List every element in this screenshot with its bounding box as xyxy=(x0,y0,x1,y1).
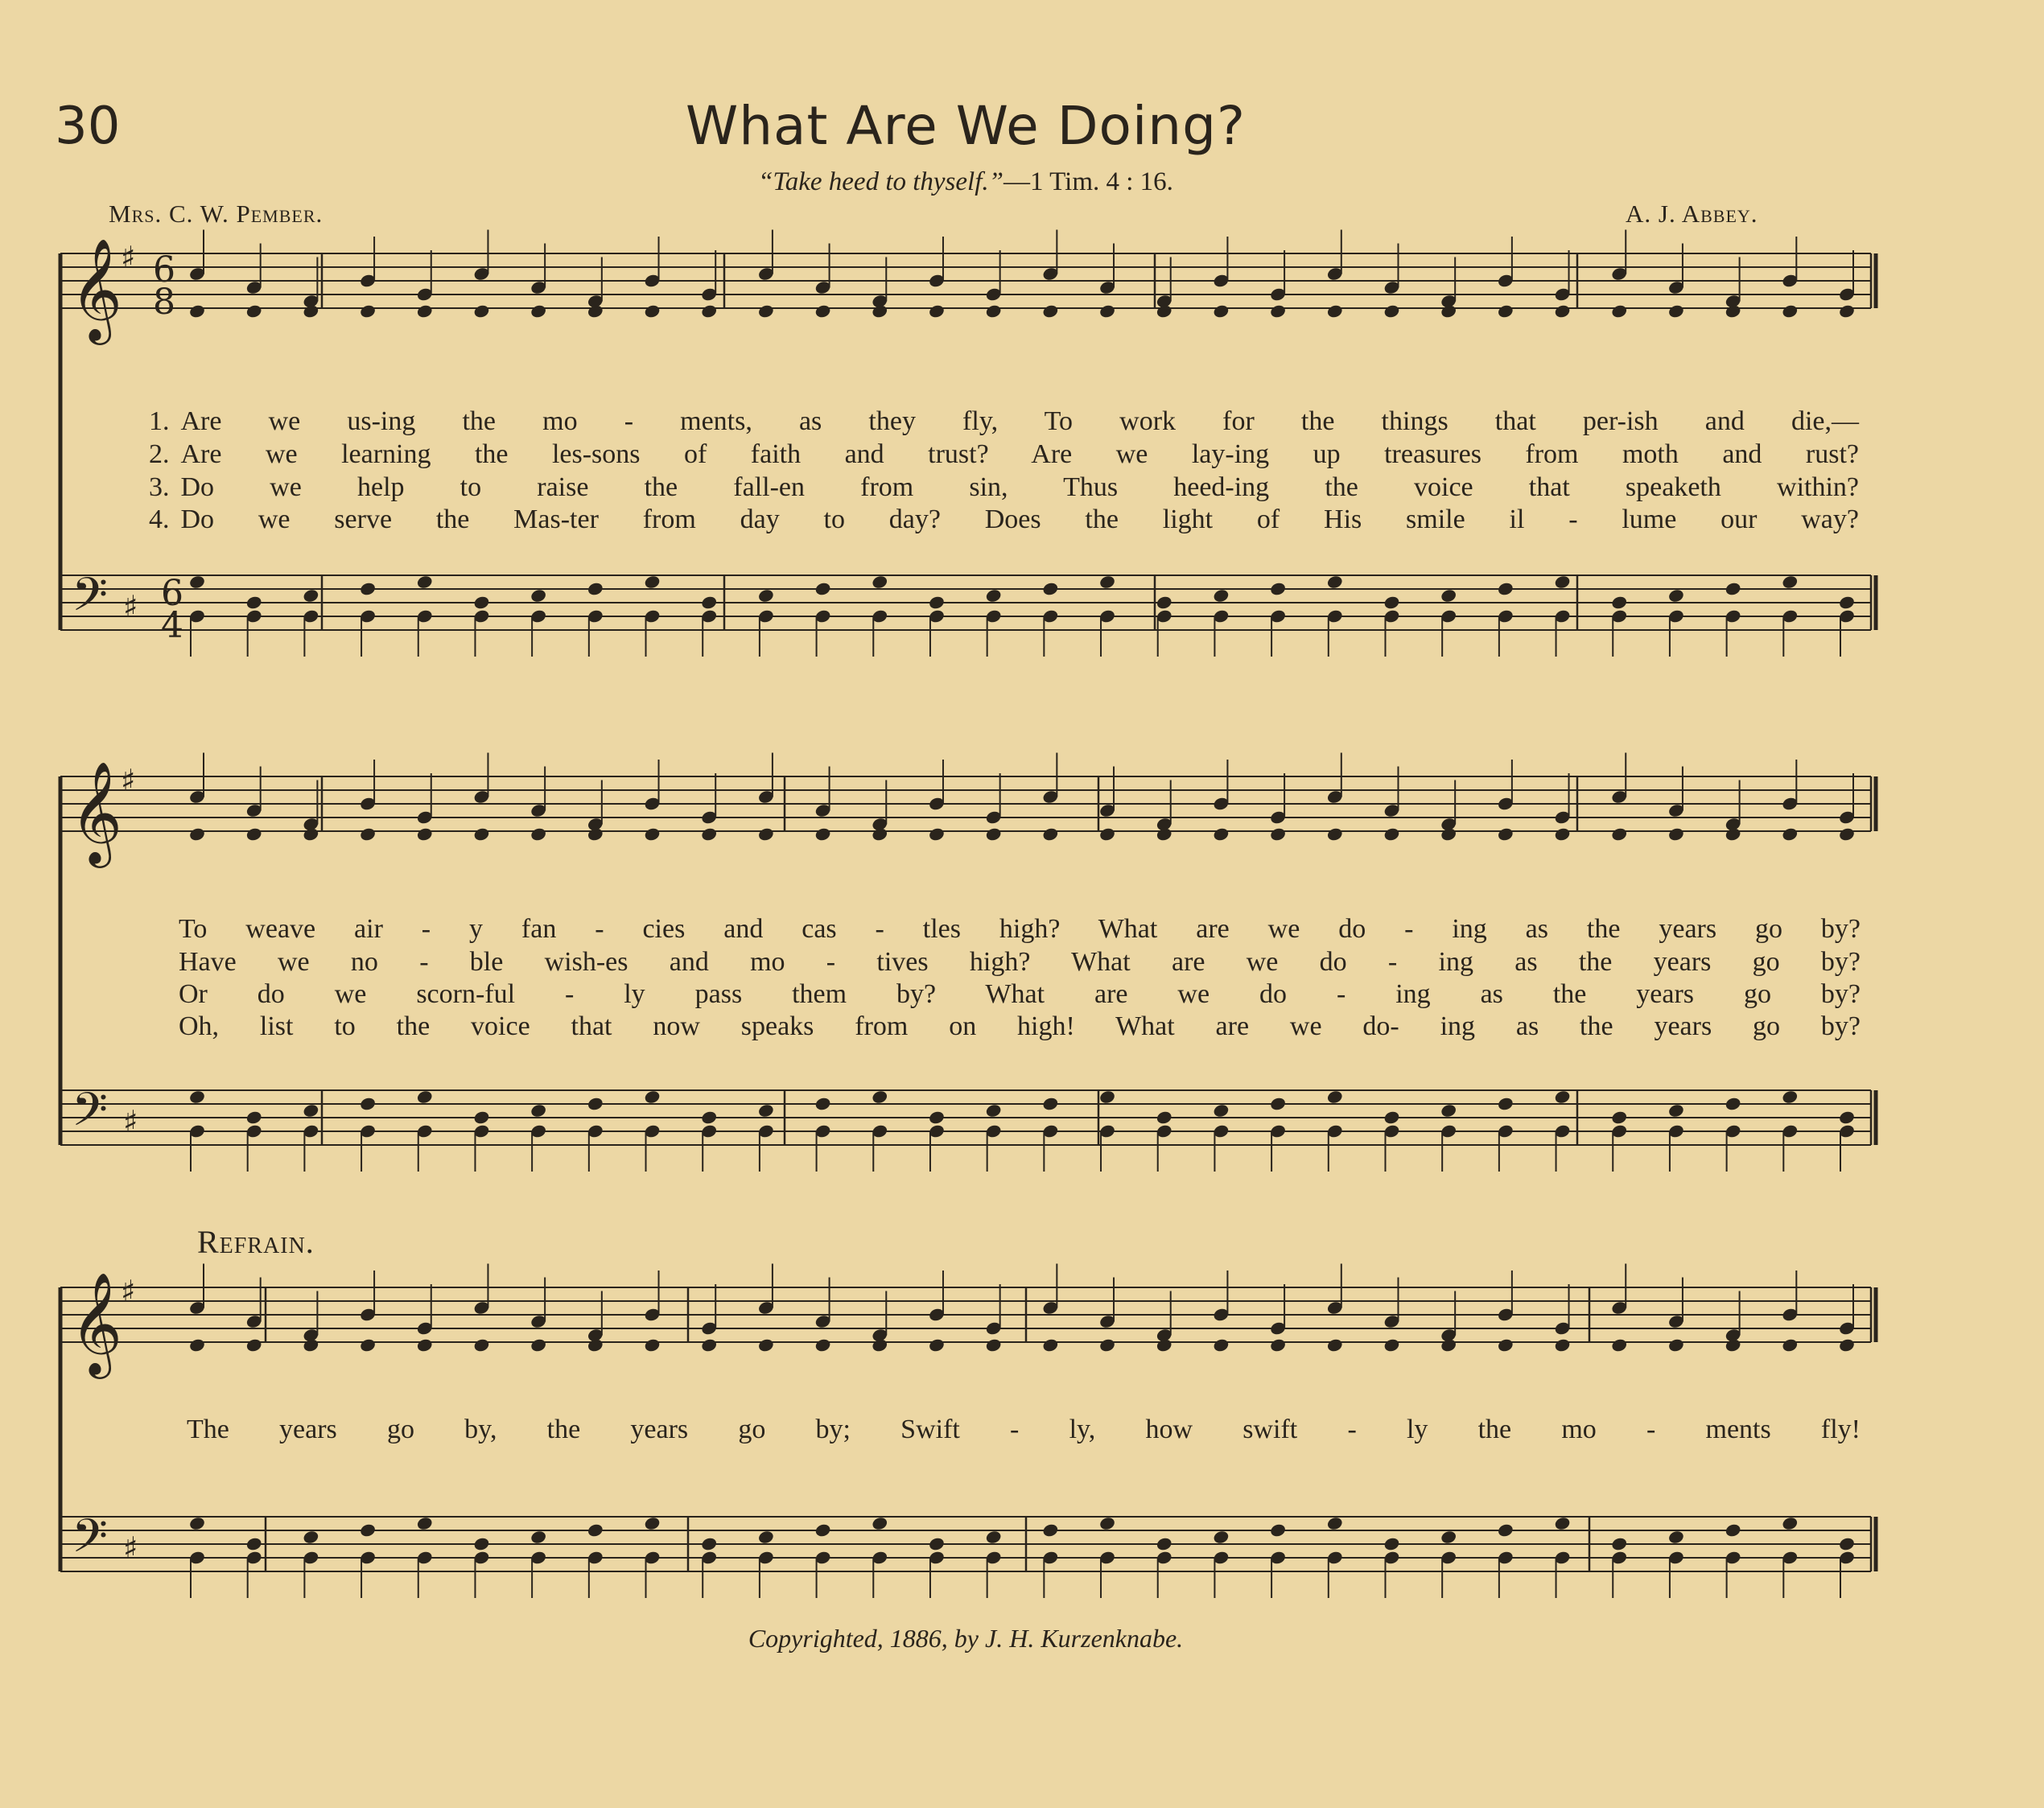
tenor-note-head xyxy=(985,588,1003,603)
alto-note-head xyxy=(757,303,775,319)
alto-note-head xyxy=(1440,1337,1457,1353)
treble-clef-icon: 𝄞 xyxy=(70,237,123,340)
bass-time-signature: 6 xyxy=(161,573,183,614)
tenor-note-head xyxy=(188,1516,206,1531)
alto-note-head xyxy=(985,303,1003,319)
verse-text: Or do we scorn-ful - ly pass them by? What are we do - ing as the years go by? xyxy=(179,979,1861,1009)
alto-note-head xyxy=(587,1337,604,1353)
verse-text: Do we help to raise the fall-en from sin, Thus heed-ing the voice that speaketh within? xyxy=(180,472,1859,502)
tenor-note-head xyxy=(416,575,434,590)
tenor-note-head xyxy=(1440,588,1457,603)
tenor-note-head xyxy=(1156,1536,1173,1551)
tenor-note-head xyxy=(1213,1530,1230,1545)
alto-note-head xyxy=(416,303,434,319)
alto-note-head xyxy=(1213,303,1230,319)
alto-note-head xyxy=(814,303,832,319)
tenor-note-head xyxy=(1554,1089,1572,1105)
alto-note-head xyxy=(1440,303,1457,319)
tenor-note-head xyxy=(814,1096,832,1111)
alto-note-head xyxy=(1098,1337,1116,1353)
alto-note-head xyxy=(1554,303,1572,319)
tenor-note-head xyxy=(245,1536,263,1551)
tenor-note-head xyxy=(871,1089,888,1105)
alto-note-head xyxy=(1041,1337,1059,1353)
verse-line-3 xyxy=(149,472,1859,503)
alto-note-head xyxy=(530,826,547,842)
alto-note-head xyxy=(700,303,718,319)
alto-note-head xyxy=(1725,1337,1742,1353)
alto-note-head xyxy=(245,826,263,842)
scripture-quote: “Take heed to thyself.” xyxy=(758,167,1003,196)
alto-note-head xyxy=(1326,303,1344,319)
tenor-note-head xyxy=(473,1536,491,1551)
tenor-note-head xyxy=(700,1110,718,1125)
tenor-note-head xyxy=(1667,1103,1685,1118)
alto-note-head xyxy=(1326,826,1344,842)
key-signature-sharp: ♯ xyxy=(123,1530,138,1566)
alto-note-head xyxy=(700,1337,718,1353)
tenor-note-head xyxy=(587,1096,604,1111)
tenor-note-head xyxy=(416,1516,434,1531)
alto-note-head xyxy=(1838,826,1856,842)
tenor-note-head xyxy=(359,1096,377,1111)
bass-clef-icon: 𝄢 xyxy=(72,567,109,633)
alto-note-head xyxy=(1383,303,1401,319)
scripture-citation: —1 Tim. 4 : 16. xyxy=(1003,167,1173,196)
verse-number: 2. xyxy=(149,439,170,469)
alto-note-head xyxy=(1725,303,1742,319)
alto-note-head xyxy=(928,826,946,842)
tenor-note-head xyxy=(1383,1536,1401,1551)
alto-note-head xyxy=(1156,1337,1173,1353)
tenor-note-head xyxy=(700,1536,718,1551)
tenor-note-head xyxy=(530,1103,547,1118)
alto-note-head xyxy=(1098,303,1116,319)
verse-line-4 xyxy=(149,505,1859,535)
bass-clef-icon: 𝄢 xyxy=(72,1509,109,1575)
alto-note-head xyxy=(1213,826,1230,842)
treble-clef-icon: 𝄞 xyxy=(70,760,123,863)
verse-text: To weave air - y fan - cies and cas - tles high? What are we do - ing as the years go by? xyxy=(179,914,1861,944)
tenor-note-head xyxy=(1098,575,1116,590)
verse-number: 4. xyxy=(149,505,170,534)
tenor-note-head xyxy=(1497,581,1514,596)
tenor-note-head xyxy=(1838,1110,1856,1125)
tenor-note-head xyxy=(245,1110,263,1125)
tenor-note-head xyxy=(1383,595,1401,610)
tenor-note-head xyxy=(814,1522,832,1538)
alto-note-head xyxy=(188,303,206,319)
verse-text: Oh, list to the voice that now speaks from on high! What are we do- ing as the years go by? xyxy=(179,1011,1861,1041)
lyricist-credit: Mrs. C. W. Pember. xyxy=(109,200,323,228)
verse-text: Do we serve the Mas-ter from day to day? Does the light of His smile il - lume our way? xyxy=(180,505,1859,534)
tenor-note-head xyxy=(245,595,263,610)
alto-note-head xyxy=(1326,1337,1344,1353)
tenor-note-head xyxy=(1725,1522,1742,1538)
tenor-note-head xyxy=(928,1536,946,1551)
hymn-title: What Are We Doing? xyxy=(685,95,1247,157)
tenor-note-head xyxy=(1838,595,1856,610)
tenor-note-head xyxy=(1497,1522,1514,1538)
tenor-note-head xyxy=(587,1522,604,1538)
tenor-note-head xyxy=(188,575,206,590)
tenor-note-head xyxy=(1156,1110,1173,1125)
alto-note-head xyxy=(1383,1337,1401,1353)
verse-line-3 xyxy=(179,979,1861,1010)
tenor-note-head xyxy=(1269,1096,1287,1111)
key-signature-sharp: ♯ xyxy=(121,240,136,275)
key-signature-sharp: ♯ xyxy=(123,589,138,624)
tenor-note-head xyxy=(1269,1522,1287,1538)
tenor-note-head xyxy=(473,595,491,610)
alto-note-head xyxy=(1725,826,1742,842)
alto-note-head xyxy=(757,826,775,842)
tenor-note-head xyxy=(1497,1096,1514,1111)
alto-note-head xyxy=(985,826,1003,842)
alto-note-head xyxy=(1781,303,1799,319)
alto-note-head xyxy=(928,303,946,319)
alto-note-head xyxy=(359,303,377,319)
alto-note-head xyxy=(814,826,832,842)
tenor-note-head xyxy=(757,1103,775,1118)
alto-note-head xyxy=(1838,303,1856,319)
tenor-note-head xyxy=(1041,581,1059,596)
tenor-note-head xyxy=(1213,588,1230,603)
tenor-note-head xyxy=(303,1530,320,1545)
tenor-note-head xyxy=(1725,581,1742,596)
tenor-note-head xyxy=(1554,575,1572,590)
tenor-note-head xyxy=(416,1089,434,1105)
verse-number: 1. xyxy=(149,406,170,436)
treble-time-signature: 6 xyxy=(153,249,175,290)
alto-note-head xyxy=(303,303,320,319)
composer-credit: A. J. Abbey. xyxy=(1626,200,1758,228)
alto-note-head xyxy=(700,826,718,842)
alto-note-head xyxy=(359,1337,377,1353)
alto-note-head xyxy=(530,303,547,319)
alto-note-head xyxy=(1610,826,1628,842)
alto-note-head xyxy=(245,1337,263,1353)
verse-line-1 xyxy=(179,914,1861,945)
tenor-note-head xyxy=(1213,1103,1230,1118)
tenor-note-head xyxy=(700,595,718,610)
tenor-note-head xyxy=(757,588,775,603)
alto-note-head xyxy=(359,826,377,842)
tenor-note-head xyxy=(757,1530,775,1545)
tenor-note-head xyxy=(1098,1089,1116,1105)
alto-note-head xyxy=(1667,303,1685,319)
tenor-note-head xyxy=(985,1530,1003,1545)
alto-note-head xyxy=(473,1337,491,1353)
tenor-note-head xyxy=(1838,1536,1856,1551)
tenor-note-head xyxy=(530,1530,547,1545)
tenor-note-head xyxy=(644,575,661,590)
alto-note-head xyxy=(1041,826,1059,842)
alto-note-head xyxy=(1440,826,1457,842)
tenor-note-head xyxy=(303,588,320,603)
tenor-note-head xyxy=(1383,1110,1401,1125)
alto-note-head xyxy=(245,303,263,319)
alto-note-head xyxy=(303,826,320,842)
alto-note-head xyxy=(1269,1337,1287,1353)
alto-note-head xyxy=(1497,1337,1514,1353)
alto-note-head xyxy=(416,826,434,842)
alto-note-head xyxy=(1667,826,1685,842)
alto-note-head xyxy=(985,1337,1003,1353)
alto-note-head xyxy=(1098,826,1116,842)
tenor-note-head xyxy=(644,1516,661,1531)
treble-time-signature: 8 xyxy=(153,282,175,323)
verse-text: Are we us-ing the mo - ments, as they fly, To work for the things that per-ish and die,— xyxy=(180,406,1859,436)
alto-note-head xyxy=(644,826,661,842)
key-signature-sharp: ♯ xyxy=(123,1104,138,1139)
tenor-note-head xyxy=(587,581,604,596)
bass-time-signature: 4 xyxy=(161,605,183,646)
verse-number: 3. xyxy=(149,472,170,502)
page-number: 30 xyxy=(55,97,121,156)
bass-clef-icon: 𝄢 xyxy=(72,1082,109,1148)
verse-line-4 xyxy=(179,1011,1861,1042)
tenor-note-head xyxy=(814,581,832,596)
alto-note-head xyxy=(1781,826,1799,842)
alto-note-head xyxy=(587,303,604,319)
tenor-note-head xyxy=(928,595,946,610)
tenor-note-head xyxy=(303,1103,320,1118)
tenor-note-head xyxy=(530,588,547,603)
tenor-note-head xyxy=(928,1110,946,1125)
treble-clef-icon: 𝄞 xyxy=(70,1271,123,1374)
tenor-note-head xyxy=(1667,588,1685,603)
refrain-lyrics xyxy=(187,1415,1861,1445)
alto-note-head xyxy=(587,826,604,842)
alto-note-head xyxy=(1213,1337,1230,1353)
tenor-note-head xyxy=(1610,1110,1628,1125)
alto-note-head xyxy=(1497,303,1514,319)
alto-note-head xyxy=(1269,303,1287,319)
tenor-note-head xyxy=(1269,581,1287,596)
verse-line-2 xyxy=(179,947,1861,978)
tenor-note-head xyxy=(1781,575,1799,590)
refrain-text: The years go by, the years go by; Swift - ly, how swift - ly the mo - ments fly! xyxy=(187,1415,1861,1444)
copyright-notice: Copyrighted, 1886, by J. H. Kurzenknabe. xyxy=(748,1624,1184,1653)
alto-note-head xyxy=(1667,1337,1685,1353)
alto-note-head xyxy=(757,1337,775,1353)
tenor-note-head xyxy=(188,1089,206,1105)
tenor-note-head xyxy=(985,1103,1003,1118)
alto-note-head xyxy=(188,1337,206,1353)
tenor-note-head xyxy=(1725,1096,1742,1111)
alto-note-head xyxy=(530,1337,547,1353)
key-signature-sharp: ♯ xyxy=(121,763,136,798)
tenor-note-head xyxy=(359,581,377,596)
tenor-note-head xyxy=(473,1110,491,1125)
alto-note-head xyxy=(1610,1337,1628,1353)
alto-note-head xyxy=(871,1337,888,1353)
alto-note-head xyxy=(1554,1337,1572,1353)
alto-note-head xyxy=(303,1337,320,1353)
tenor-note-head xyxy=(1554,1516,1572,1531)
alto-note-head xyxy=(1610,303,1628,319)
alto-note-head xyxy=(1383,826,1401,842)
alto-note-head xyxy=(1497,826,1514,842)
tenor-note-head xyxy=(1041,1522,1059,1538)
tenor-note-head xyxy=(1041,1096,1059,1111)
alto-note-head xyxy=(1269,826,1287,842)
tenor-note-head xyxy=(1098,1516,1116,1531)
alto-note-head xyxy=(1156,303,1173,319)
alto-note-head xyxy=(1781,1337,1799,1353)
tenor-note-head xyxy=(871,1516,888,1531)
verse-text: Are we learning the les-sons of faith and trust? Are we lay-ing up treasures from moth and rust? xyxy=(180,439,1859,469)
tenor-note-head xyxy=(359,1522,377,1538)
tenor-note-head xyxy=(1610,595,1628,610)
alto-note-head xyxy=(1156,826,1173,842)
alto-note-head xyxy=(871,303,888,319)
verse-text: Have we no - ble wish-es and mo - tives high? What are we do - ing as the years go by? xyxy=(179,947,1861,977)
alto-note-head xyxy=(473,303,491,319)
tenor-note-head xyxy=(1326,1089,1344,1105)
key-signature-sharp: ♯ xyxy=(121,1274,136,1309)
tenor-note-head xyxy=(1156,595,1173,610)
tenor-note-head xyxy=(1326,1516,1344,1531)
alto-note-head xyxy=(416,1337,434,1353)
alto-note-head xyxy=(871,826,888,842)
verse-line-1 xyxy=(149,406,1859,437)
alto-note-head xyxy=(814,1337,832,1353)
tenor-note-head xyxy=(871,575,888,590)
tenor-note-head xyxy=(1781,1089,1799,1105)
refrain-label: Refrain. xyxy=(197,1224,315,1260)
alto-note-head xyxy=(928,1337,946,1353)
alto-note-head xyxy=(473,826,491,842)
tenor-note-head xyxy=(1440,1530,1457,1545)
verse-line-2 xyxy=(149,439,1859,470)
alto-note-head xyxy=(644,303,661,319)
alto-note-head xyxy=(644,1337,661,1353)
tenor-note-head xyxy=(1440,1103,1457,1118)
tenor-note-head xyxy=(1781,1516,1799,1531)
alto-note-head xyxy=(1838,1337,1856,1353)
tenor-note-head xyxy=(1667,1530,1685,1545)
tenor-note-head xyxy=(644,1089,661,1105)
alto-note-head xyxy=(1041,303,1059,319)
alto-note-head xyxy=(188,826,206,842)
tenor-note-head xyxy=(1610,1536,1628,1551)
tenor-note-head xyxy=(1326,575,1344,590)
alto-note-head xyxy=(1554,826,1572,842)
